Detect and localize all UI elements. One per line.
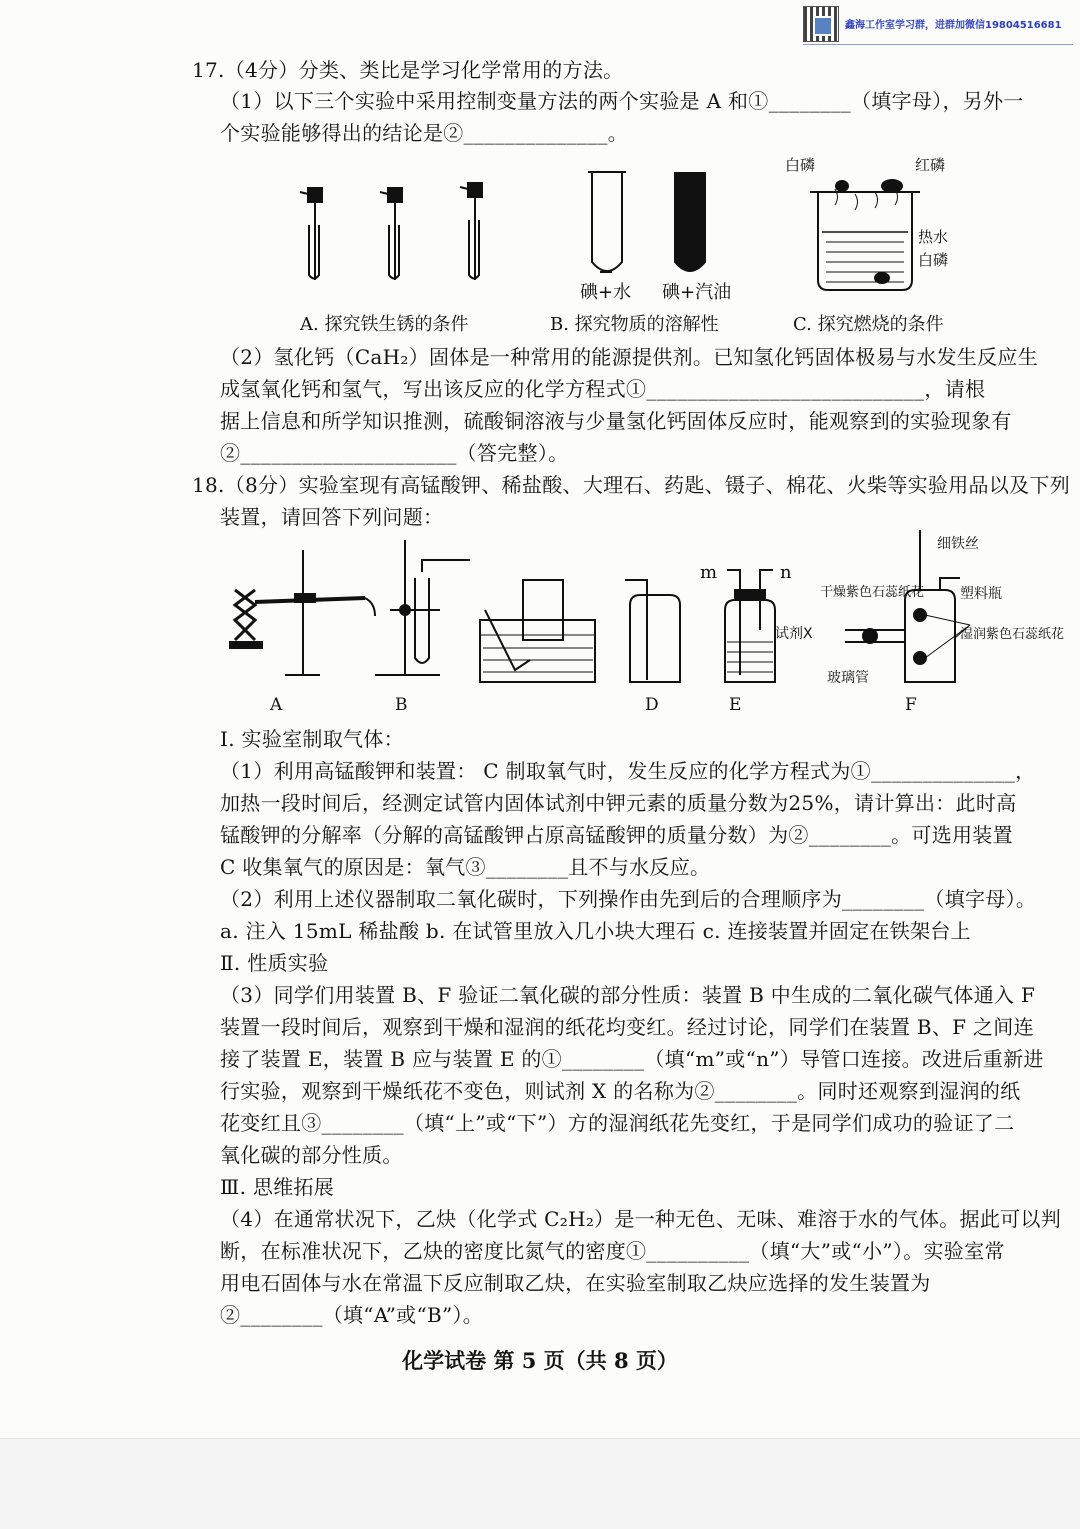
reagent-x-label: 试剂X xyxy=(775,626,813,642)
tube1-label: 碘+水 xyxy=(580,282,632,303)
q18-part4-line4: ②________（填“A”或“B”）。 xyxy=(220,1303,484,1327)
section-1-heading: Ⅰ. 实验室制取气体： xyxy=(220,727,404,751)
q17-part1-line2: 个实验能够得出的结论是②______________。 xyxy=(220,121,629,145)
q18-apparatus-figure xyxy=(215,530,1065,715)
dry-paper-label: 干燥紫色石蕊纸花 xyxy=(820,585,925,600)
watermark-underline xyxy=(803,44,1073,45)
hot-water-label: 热水 xyxy=(918,228,949,246)
apparatus-f xyxy=(845,530,970,682)
q18-part1-line2: 加热一段时间后，经测定试管内固体试剂中钾元素的质量分数为25%，请计算出：此时高 xyxy=(220,791,1017,815)
q18-part4-line1: （4）在通常状况下，乙炔（化学式 C₂H₂）是一种无色、无味、难溶于水的气体。据此可以判 xyxy=(220,1207,1062,1231)
q18-part3-line5: 花变红且③________（填“上”或“下”）方的湿润纸花先变红，于是同学们成功的验证了二 xyxy=(220,1111,1015,1135)
label-f: F xyxy=(905,695,917,715)
label-m: m xyxy=(700,562,718,583)
q18-part3-line4: 行实验，观察到干燥纸花不变色，则试剂 X 的名称为②________。同时还观察到湿润的纸 xyxy=(220,1079,1021,1103)
apparatus-b xyxy=(375,540,470,675)
q18-intro-line2: 装置，请回答下列问题： xyxy=(220,505,444,529)
white-phosphorus-water-label: 白磷 xyxy=(918,251,949,269)
q18-part3-line3: 接了装置 E，装置 B 应与装置 E 的①________（填“m”或“n”）导管口连接。改进后重新进 xyxy=(220,1047,1044,1071)
apparatus-a xyxy=(230,550,375,675)
q17-part2-line1: （2）氢化钙（CaH₂）固体是一种常用的能源提供剂。已知氢化钙固体极易与水发生反应生 xyxy=(220,345,1039,369)
plastic-bottle-label: 塑料瓶 xyxy=(960,586,1002,602)
iron-wire-label: 细铁丝 xyxy=(937,536,979,552)
qr-code-icon xyxy=(803,6,839,42)
header-watermark xyxy=(803,6,1073,42)
caption-a: A. 探究铁生锈的条件 xyxy=(300,314,469,335)
tube2-label: 碘+汽油 xyxy=(662,282,732,303)
q18-part1-line4: C 收集氧气的原因是：氧气③________且不与水反应。 xyxy=(220,855,711,879)
q18-part4-line2: 断，在标准状况下，乙炔的密度比氮气的密度①__________（填“大”或“小”）。实验室常 xyxy=(220,1239,1005,1263)
caption-c: C. 探究燃烧的条件 xyxy=(793,314,944,335)
q18-part4-line3: 用电石固体与水在常温下反应制取乙炔，在实验室制取乙炔应选择的发生装置为 xyxy=(220,1271,931,1295)
solubility-tubes-illustration xyxy=(588,172,705,272)
q18-part1-line3: 锰酸钾的分解率（分解的高锰酸钾占原高锰酸钾的质量分数）为②________。可选用装置 xyxy=(220,823,1013,847)
q17-title: 17.（4分）分类、类比是学习化学常用的方法。 xyxy=(192,58,624,82)
page-bottom-margin xyxy=(0,1438,1080,1529)
apparatus-d xyxy=(625,580,680,682)
q18-part2-options: a. 注入 15mL 稀盐酸 b. 在试管里放入几小块大理石 c. 连接装置并固定在铁架台上 xyxy=(220,919,971,943)
label-b: B xyxy=(395,695,408,715)
q17-part2-line4: ②_____________________（答完整）。 xyxy=(220,441,569,465)
glass-tube-label: 玻璃管 xyxy=(827,670,869,686)
label-d: D xyxy=(645,695,659,715)
caption-b: B. 探究物质的溶解性 xyxy=(550,314,719,335)
label-n: n xyxy=(780,562,792,583)
q18-part3-line1: （3）同学们用装置 B、F 验证二氧化碳的部分性质：装置 B 中生成的二氧化碳气体通入 F xyxy=(220,983,1036,1007)
page-footer: 化学试卷 第 5 页（共 8 页） xyxy=(402,1348,678,1373)
combustion-beaker-illustration xyxy=(810,180,920,290)
apparatus-e xyxy=(725,570,775,682)
rusting-tubes-illustration xyxy=(300,183,482,280)
q17-part2-line3: 据上信息和所学知识推测，硫酸铜溶液与少量氢化钙固体反应时，能观察到的实验现象有 xyxy=(220,409,1012,433)
q17-part2-line2: 成氢氧化钙和氢气，写出该反应的化学方程式①___________________________，请根 xyxy=(220,377,986,401)
q18-title: 18.（8分）实验室现有高锰酸钾、稀盐酸、大理石、药匙、镊子、棉花、火柴等实验用品以及下列 xyxy=(192,473,1071,497)
q18-part3-line2: 装置一段时间后，观察到干燥和湿润的纸花均变红。经过讨论，同学们在装置 B、F 之间连 xyxy=(220,1015,1034,1039)
watermark-text: 鑫海工作室学习群，进群加微信19804516681 xyxy=(845,20,1062,31)
wet-paper-label: 湿润紫色石蕊纸花 xyxy=(960,627,1065,642)
label-a: A xyxy=(270,695,283,715)
q18-part2-line1: （2）利用上述仪器制取二氧化碳时，下列操作由先到后的合理顺序为________（填字母）。 xyxy=(220,887,1037,911)
q17-part1-line1: （1）以下三个实验中采用控制变量方法的两个实验是 A 和①________（填字母），另外一 xyxy=(220,89,1024,113)
apparatus-c xyxy=(480,580,595,682)
label-e: E xyxy=(729,695,742,715)
white-phosphorus-label: 白磷 xyxy=(785,156,816,174)
q18-part3-line6: 氧化碳的部分性质。 xyxy=(220,1143,403,1167)
section-2-heading: Ⅱ. 性质实验 xyxy=(220,951,329,975)
q18-part1-line1: （1）利用高锰酸钾和装置： C 制取氧气时，发生反应的化学方程式为①______________， xyxy=(220,759,1036,783)
section-3-heading: Ⅲ. 思维拓展 xyxy=(220,1175,335,1199)
red-phosphorus-label: 红磷 xyxy=(915,156,946,174)
